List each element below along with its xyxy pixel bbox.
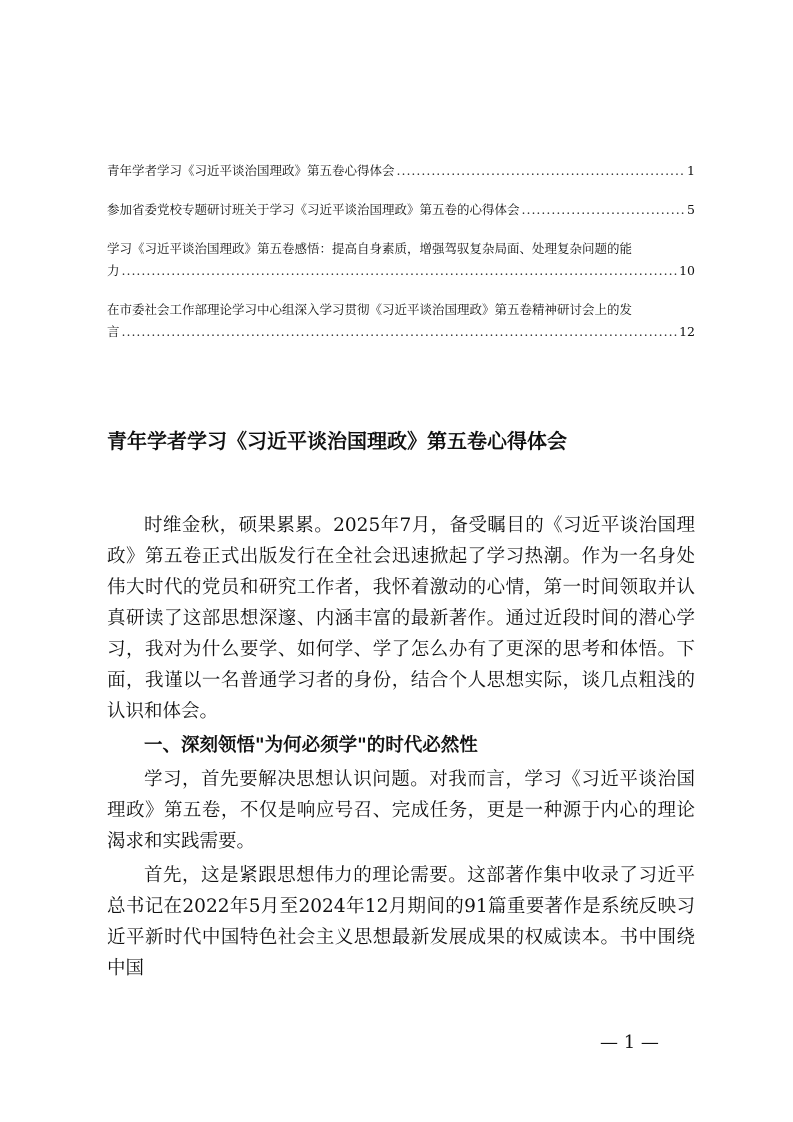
section-heading: 一、深刻领悟"为何必须学"的时代必然性 xyxy=(144,735,478,756)
toc-entry-page: 10 xyxy=(679,263,695,278)
body-paragraph: 首先，这是紧跟思想伟力的理论需要。这部著作集中收录了习近平总书记在2022年5月至2024年12月期间的91篇重要著作是系统反映习近平新时代中国特色社会主义思想最新发展成果的权威读本。书中围绕中国 xyxy=(107,865,695,979)
toc-entry[interactable] xyxy=(107,160,695,182)
toc-line xyxy=(107,160,695,182)
toc-entry-page: 5 xyxy=(687,202,695,217)
toc-entry-title: 参加省委党校专题研讨班关于学习《习近平谈治国理政》第五卷的心得体会 xyxy=(107,202,520,217)
toc-entry-page: 12 xyxy=(679,324,695,339)
body-paragraph: 学习，首先要解决思想认识问题。对我而言，学习《习近平谈治国理政》第五卷，不仅是响应号召、完成任务，更是一种源于内心的理论渴求和实践需要。 xyxy=(107,769,695,852)
toc-line xyxy=(107,321,695,343)
toc-entry[interactable] xyxy=(107,199,695,221)
toc-leader-dots xyxy=(122,321,678,343)
toc-line xyxy=(107,199,695,221)
toc-entry-title: 在市委社会工作部理论学习中心组深入学习贯彻《习近平谈治国理政》第五卷精神研讨会上的发 xyxy=(107,302,633,317)
page-number: — 1 — xyxy=(600,1032,659,1053)
toc-entry-title-continued: 言 xyxy=(107,324,120,339)
article-body xyxy=(107,510,695,984)
toc-leader-dots xyxy=(522,199,686,221)
toc-entry-title: 青年学者学习《习近平谈治国理政》第五卷心得体会 xyxy=(107,163,395,178)
table-of-contents xyxy=(107,160,695,360)
body-paragraph: 时维金秋，硕果累累。2025年7月，备受瞩目的《习近平谈治国理政》第五卷正式出版发行在全社会迅速掀起了学习热潮。作为一名身处伟大时代的党员和研究工作者，我怀着激动的心情，第一时间领取并认真研读了这部思想深邃、内涵丰富的最新著作。通过近段时间的潜心学习，我对为什么要学、如何学、学了怎么办有了更深的思考和体悟。下面，我谨以一名普通学习者的身份，结合个人思想实际，谈几点粗浅的认识和体会。 xyxy=(107,515,695,722)
toc-entry[interactable] xyxy=(107,299,695,343)
toc-line xyxy=(107,260,695,282)
toc-entry-page: 1 xyxy=(687,163,695,178)
toc-leader-dots xyxy=(122,260,678,282)
toc-entry-title: 学习《习近平谈治国理政》第五卷感悟：提高自身素质，增强驾驭复杂局面、处理复杂问题的能 xyxy=(107,241,633,256)
toc-entry-title-continued: 力 xyxy=(107,263,120,278)
toc-entry[interactable] xyxy=(107,238,695,282)
toc-leader-dots xyxy=(397,160,686,182)
article-title: 青年学者学习《习近平谈治国理政》第五卷心得体会 xyxy=(107,429,567,454)
